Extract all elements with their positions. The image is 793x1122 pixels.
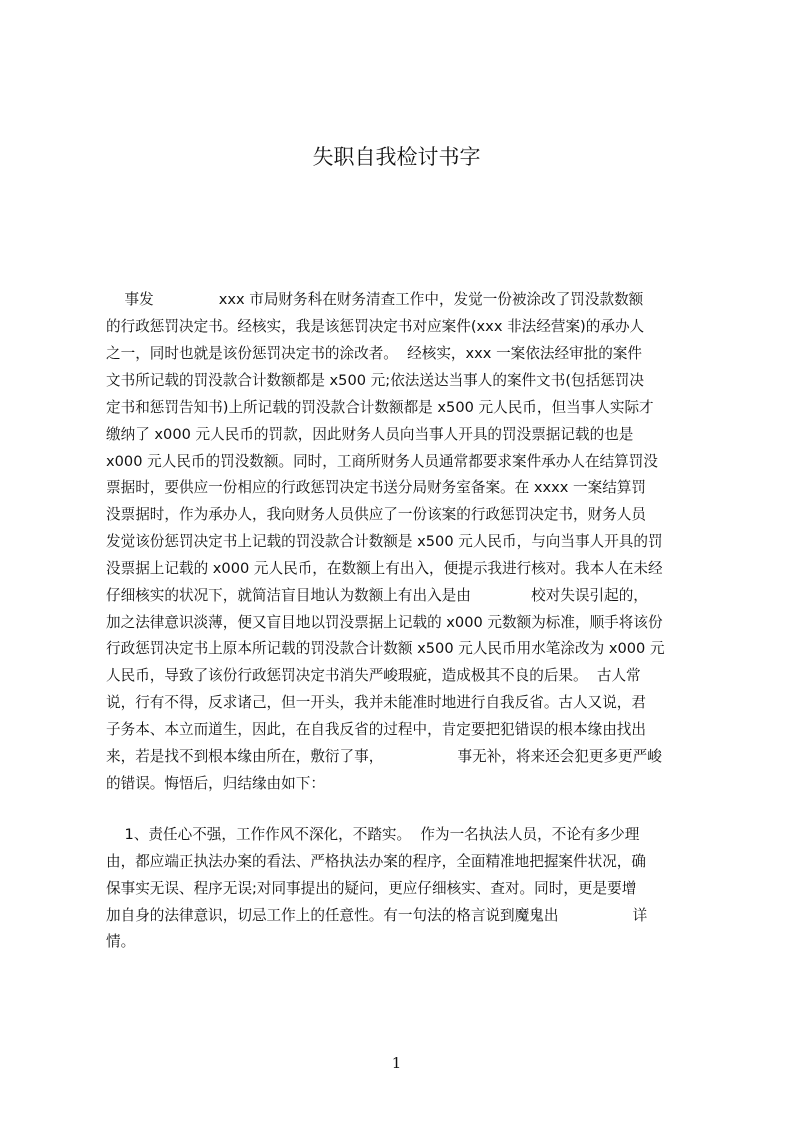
text-line: 仔细核实的状况下，就简洁盲目地认为数额上有出入是由 校对失误引起的， xyxy=(106,587,648,604)
document-title: 失职自我检讨书字 xyxy=(312,145,481,169)
text-line: 子务本、本立而道生，因此，在自我反省的过程中，肯定要把犯错误的根本缘由找出 xyxy=(106,721,646,738)
text-line: 事发 xxx 市局财务科在财务清查工作中，发觉一份被涂改了罚没款数额 xyxy=(106,291,644,308)
text-line: 之一，同时也就是该份惩罚决定书的涂改者。 经核实，xxx 一案依法经审批的案件 xyxy=(106,345,643,362)
text-line: 人民币，导致了该份行政惩罚决定书消失严峻瑕疵，造成极其不良的后果。 古人常 xyxy=(106,667,641,684)
text-line: 行政惩罚决定书上原本所记载的罚没款合计数额 x500 元人民币用水笔涂改为 x000 元 xyxy=(106,640,665,657)
text-line: 加自身的法律意识，切忌工作上的任意性。有一句法的格言说到魔鬼出 详 xyxy=(106,907,648,924)
text-line: 的错误。悔悟后，归结缘由如下： xyxy=(106,775,325,792)
text-line: 1、责任心不强，工作作风不深化，不踏实。 作为一名执法人员，不论有多少理 xyxy=(106,826,640,843)
text-line: 发觉该份惩罚决定书上记载的罚没款合计数额是 x500 元人民币，与向当事人开具的罚 xyxy=(106,533,663,550)
text-line: 票据时，要供应一份相应的行政惩罚决定书送分局财务室备案。在 xxxx 一案结算罚 xyxy=(106,479,647,496)
text-line: x000 元人民币的罚没数额。同时，工商所财务人员通常都要求案件承办人在结算罚没 xyxy=(106,453,658,470)
text-line: 没票据时，作为承办人，我向财务人员供应了一份该案的行政惩罚决定书，财务人员 xyxy=(106,506,646,523)
page-number: 1 xyxy=(391,1054,402,1072)
text-line: 定书和惩罚告知书)上所记载的罚没款合计数额都是 x500 元人民币，但当事人实际才 xyxy=(106,399,654,416)
text-line: 保事实无误、程序无误;对同事提出的疑问，更应仔细核实、查对。同时，更是要增 xyxy=(106,880,637,897)
text-line: 缴纳了 x000 元人民币的罚款，因此财务人员向当事人开具的罚没票据记载的也是 xyxy=(106,426,634,443)
text-line: 加之法律意识淡薄，便又盲目地以罚没票据上记载的 x000 元数额为标准，顺手将该份 xyxy=(106,614,663,631)
text-line: 没票据上记载的 x000 元人民币，在数额上有出入，便提示我进行核对。我本人在未经 xyxy=(106,560,663,577)
text-line: 的行政惩罚决定书。经核实，我是该惩罚决定书对应案件(xxx 非法经营案)的承办人 xyxy=(106,318,645,335)
text-line: 说，行有不得，反求诸己，但一开头，我并未能准时地进行自我反省。古人又说，君 xyxy=(106,694,646,711)
text-line: 由，都应端正执法办案的看法、严格执法办案的程序，全面精准地把握案件状况，确 xyxy=(106,853,646,870)
text-line: 文书所记载的罚没款合计数额都是 x500 元;依法送达当事人的案件文书(包括惩罚决 xyxy=(106,372,644,389)
text-line: 情。 xyxy=(106,933,136,950)
text-line: 来，若是找不到根本缘由所在，敷衍了事， 事无补，将来还会犯更多更严峻 xyxy=(106,748,662,765)
